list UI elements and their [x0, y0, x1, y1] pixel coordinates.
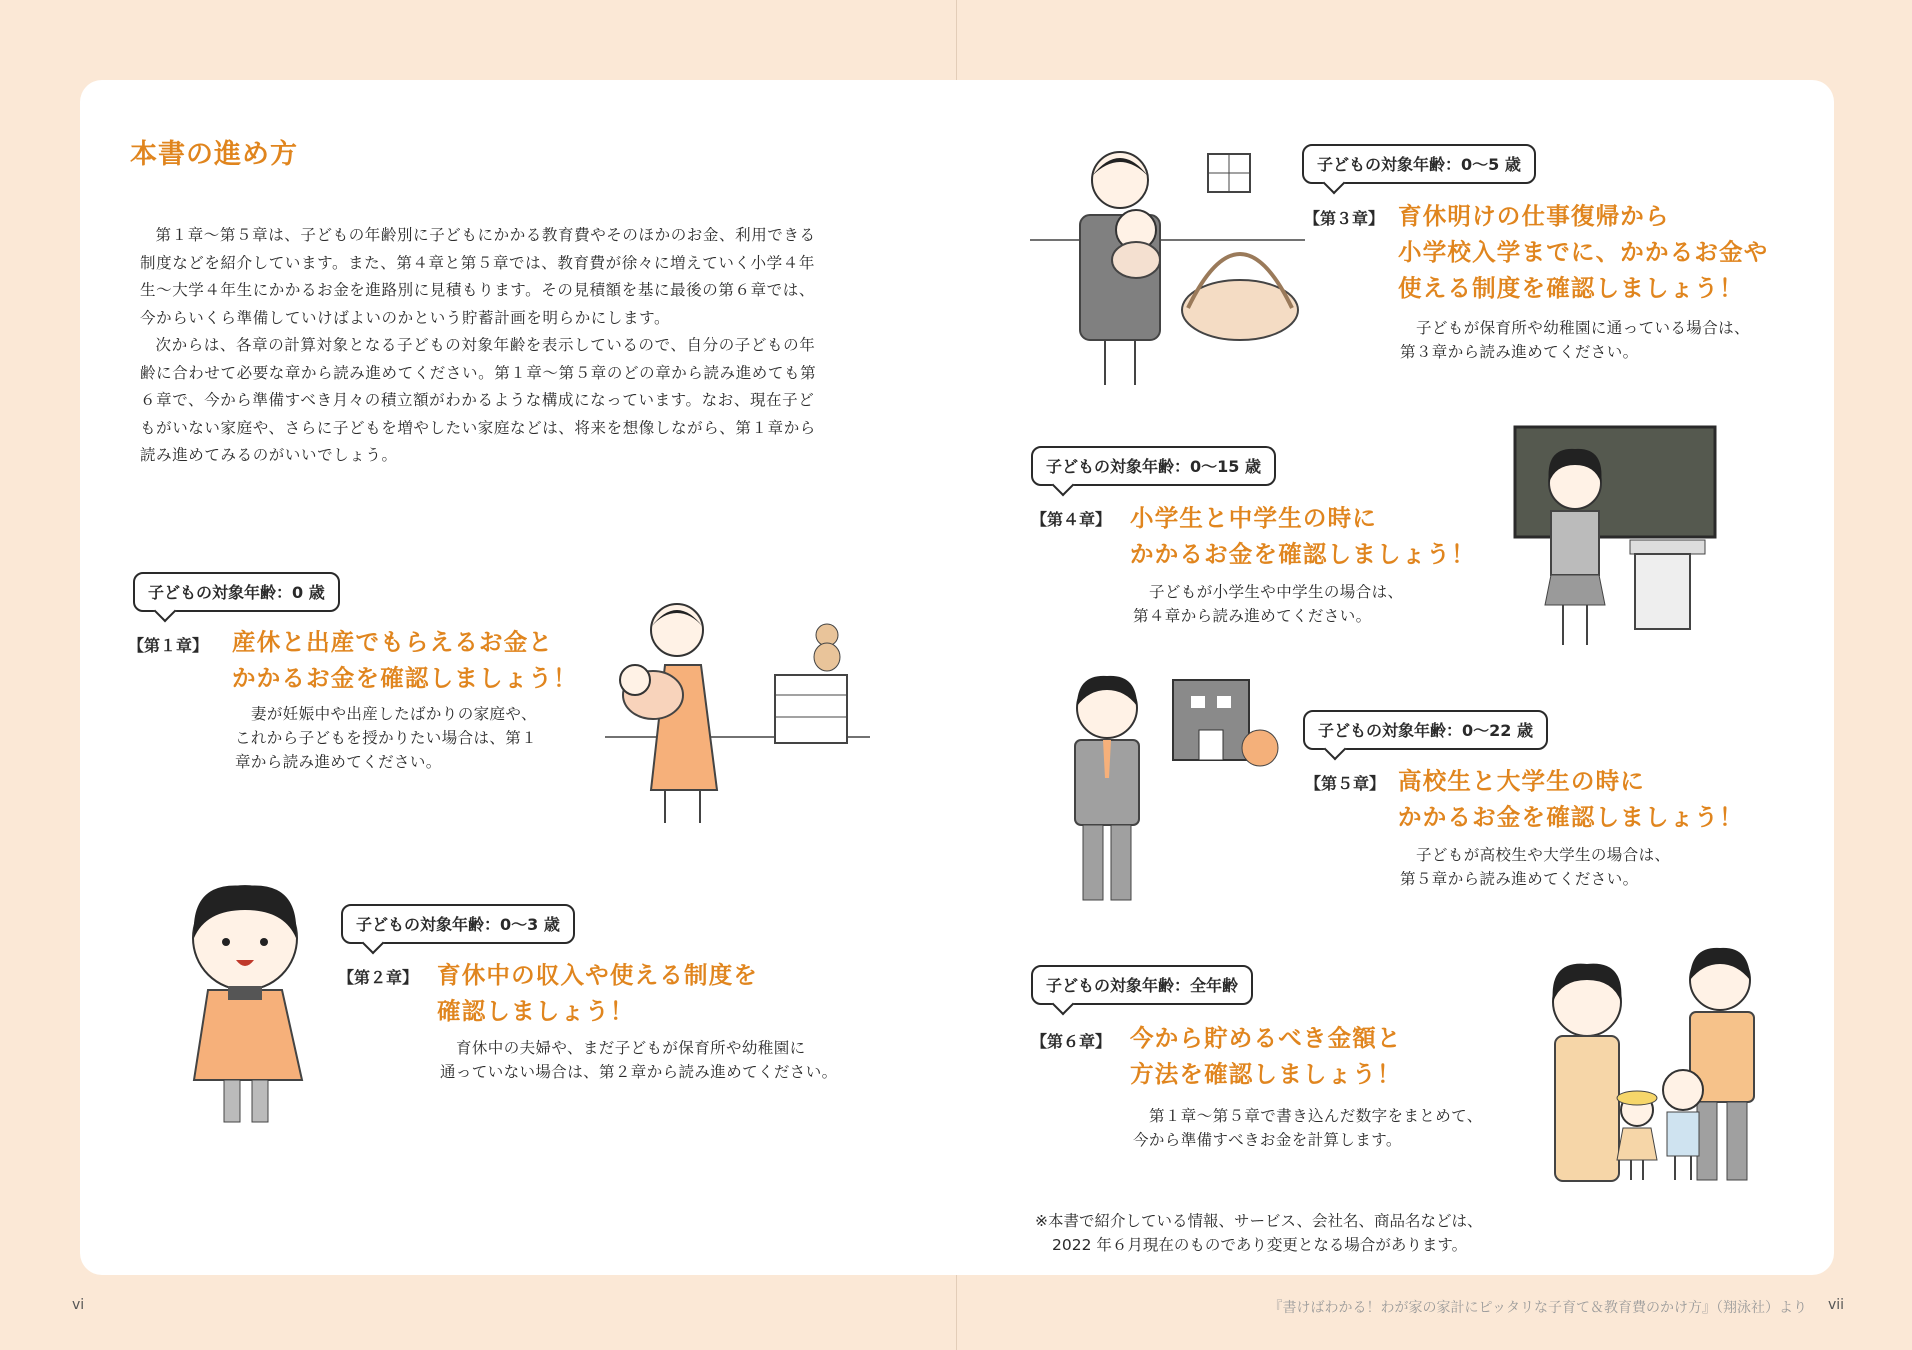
chapter-heading: 育休中の収入や使える制度を 確認しましょう！: [437, 961, 759, 1025]
schoolgirl-illustration: [1515, 425, 1720, 650]
chapter-label: 【第４章】: [1031, 510, 1112, 529]
mother-holding-baby-illustration: [605, 595, 875, 830]
chapter-label: 【第５章】: [1305, 774, 1386, 793]
chapter-description: 第１章〜第５章で書き込んだ数字をまとめて、 今から準備すべきお金を計算します。: [1133, 1107, 1483, 1149]
chapter-label: 【第２章】: [338, 968, 419, 987]
intro-paragraph: 次からは、各章の計算対象となる子どもの対象年齢を表示しているので、自分の子どもの年齢に合わせて必要な章から読み進めてください。第１章〜第５章のどの章から読み進めても第６章で、今から準備すべき月々の積立額がわかるような構成になっています。なお、現在子どもがいない家庭や、さらに子どもを増やしたい家庭などは、将来を想像しながら、第１章から読み進めてみるのがいいでしょう。: [140, 336, 817, 464]
age-badge-chapter-5: 子どもの対象年齢：0〜22 歳: [1303, 710, 1548, 750]
chapter-description: 子どもが高校生や大学生の場合は、 第５章から読み進めてください。: [1400, 846, 1671, 888]
age-badge-chapter-4: 子どもの対象年齢：0〜15 歳: [1031, 446, 1276, 486]
age-badge-chapter-1: 子どもの対象年齢：0 歳: [133, 572, 340, 612]
age-badge-chapter-2: 子どもの対象年齢：0〜3 歳: [341, 904, 575, 944]
page-number-left: vi: [72, 1297, 85, 1313]
chapter-heading: 小学生と中学生の時に かかるお金を確認しましょう！: [1130, 504, 1476, 568]
page-title: 本書の進め方: [130, 139, 298, 170]
chapter-description: 子どもが小学生や中学生の場合は、 第４章から読み進めてください。: [1133, 583, 1404, 625]
child-illustration: [180, 880, 315, 1130]
student-in-suit-illustration: [1065, 668, 1285, 913]
chapter-heading: 産休と出産でもらえるお金と かかるお金を確認しましょう！: [232, 628, 578, 692]
chapter-label: 【第１章】: [128, 636, 209, 655]
chapter-label: 【第６章】: [1031, 1032, 1112, 1051]
intro-text: [140, 222, 830, 470]
age-badge-chapter-6: 子どもの対象年齢：全年齢: [1031, 965, 1253, 1005]
chapter-heading: 高校生と大学生の時に かかるお金を確認しましょう！: [1398, 767, 1744, 831]
chapter-description: 子どもが保育所や幼稚園に通っている場合は、 第３章から読み進めてください。: [1400, 319, 1750, 361]
parent-with-infant-illustration: [1030, 140, 1305, 400]
page-number-right: vii: [1828, 1297, 1845, 1313]
intro-paragraph: 第１章〜第５章は、子どもの年齢別に子どもにかかる教育費やそのほかのお金、利用できる制度などを紹介しています。また、第４章と第５章では、教育費が徐々に増えていく小学４年生〜大学４年生にかかるお金を進路別に見積もります。その見積額を基に最後の第６章では、今からいくら準備していけばよいのかという貯蓄計画を明らかにします。: [140, 226, 816, 327]
family-illustration: [1525, 940, 1780, 1190]
chapter-description: 妻が妊娠中や出産したばかりの家庭や、 これから子どもを授かりたい場合は、第１ 章から読み進めてください。: [235, 705, 538, 771]
chapter-description: 育休中の夫婦や、まだ子どもが保育所や幼稚園に 通っていない場合は、第２章から読み進めてください。: [440, 1039, 838, 1081]
age-badge-chapter-3: 子どもの対象年齢：0〜5 歳: [1302, 144, 1536, 184]
chapter-heading: 今から貯めるべき金額と 方法を確認しましょう！: [1130, 1024, 1402, 1088]
source-credit: 『書けばわかる！わが家の家計にピッタリな子育て＆教育費のかけ方』（翔泳社）より: [1268, 1300, 1807, 1316]
chapter-label: 【第３章】: [1304, 209, 1385, 228]
chapter-heading: 育休明けの仕事復帰から 小学校入学までに、かかるお金や 使える制度を確認しましょう！: [1398, 202, 1769, 302]
footnote: ※本書で紹介している情報、サービス、会社名、商品名などは、 2022 年６月現在のものであり変更となる場合があります。: [1035, 1212, 1483, 1254]
